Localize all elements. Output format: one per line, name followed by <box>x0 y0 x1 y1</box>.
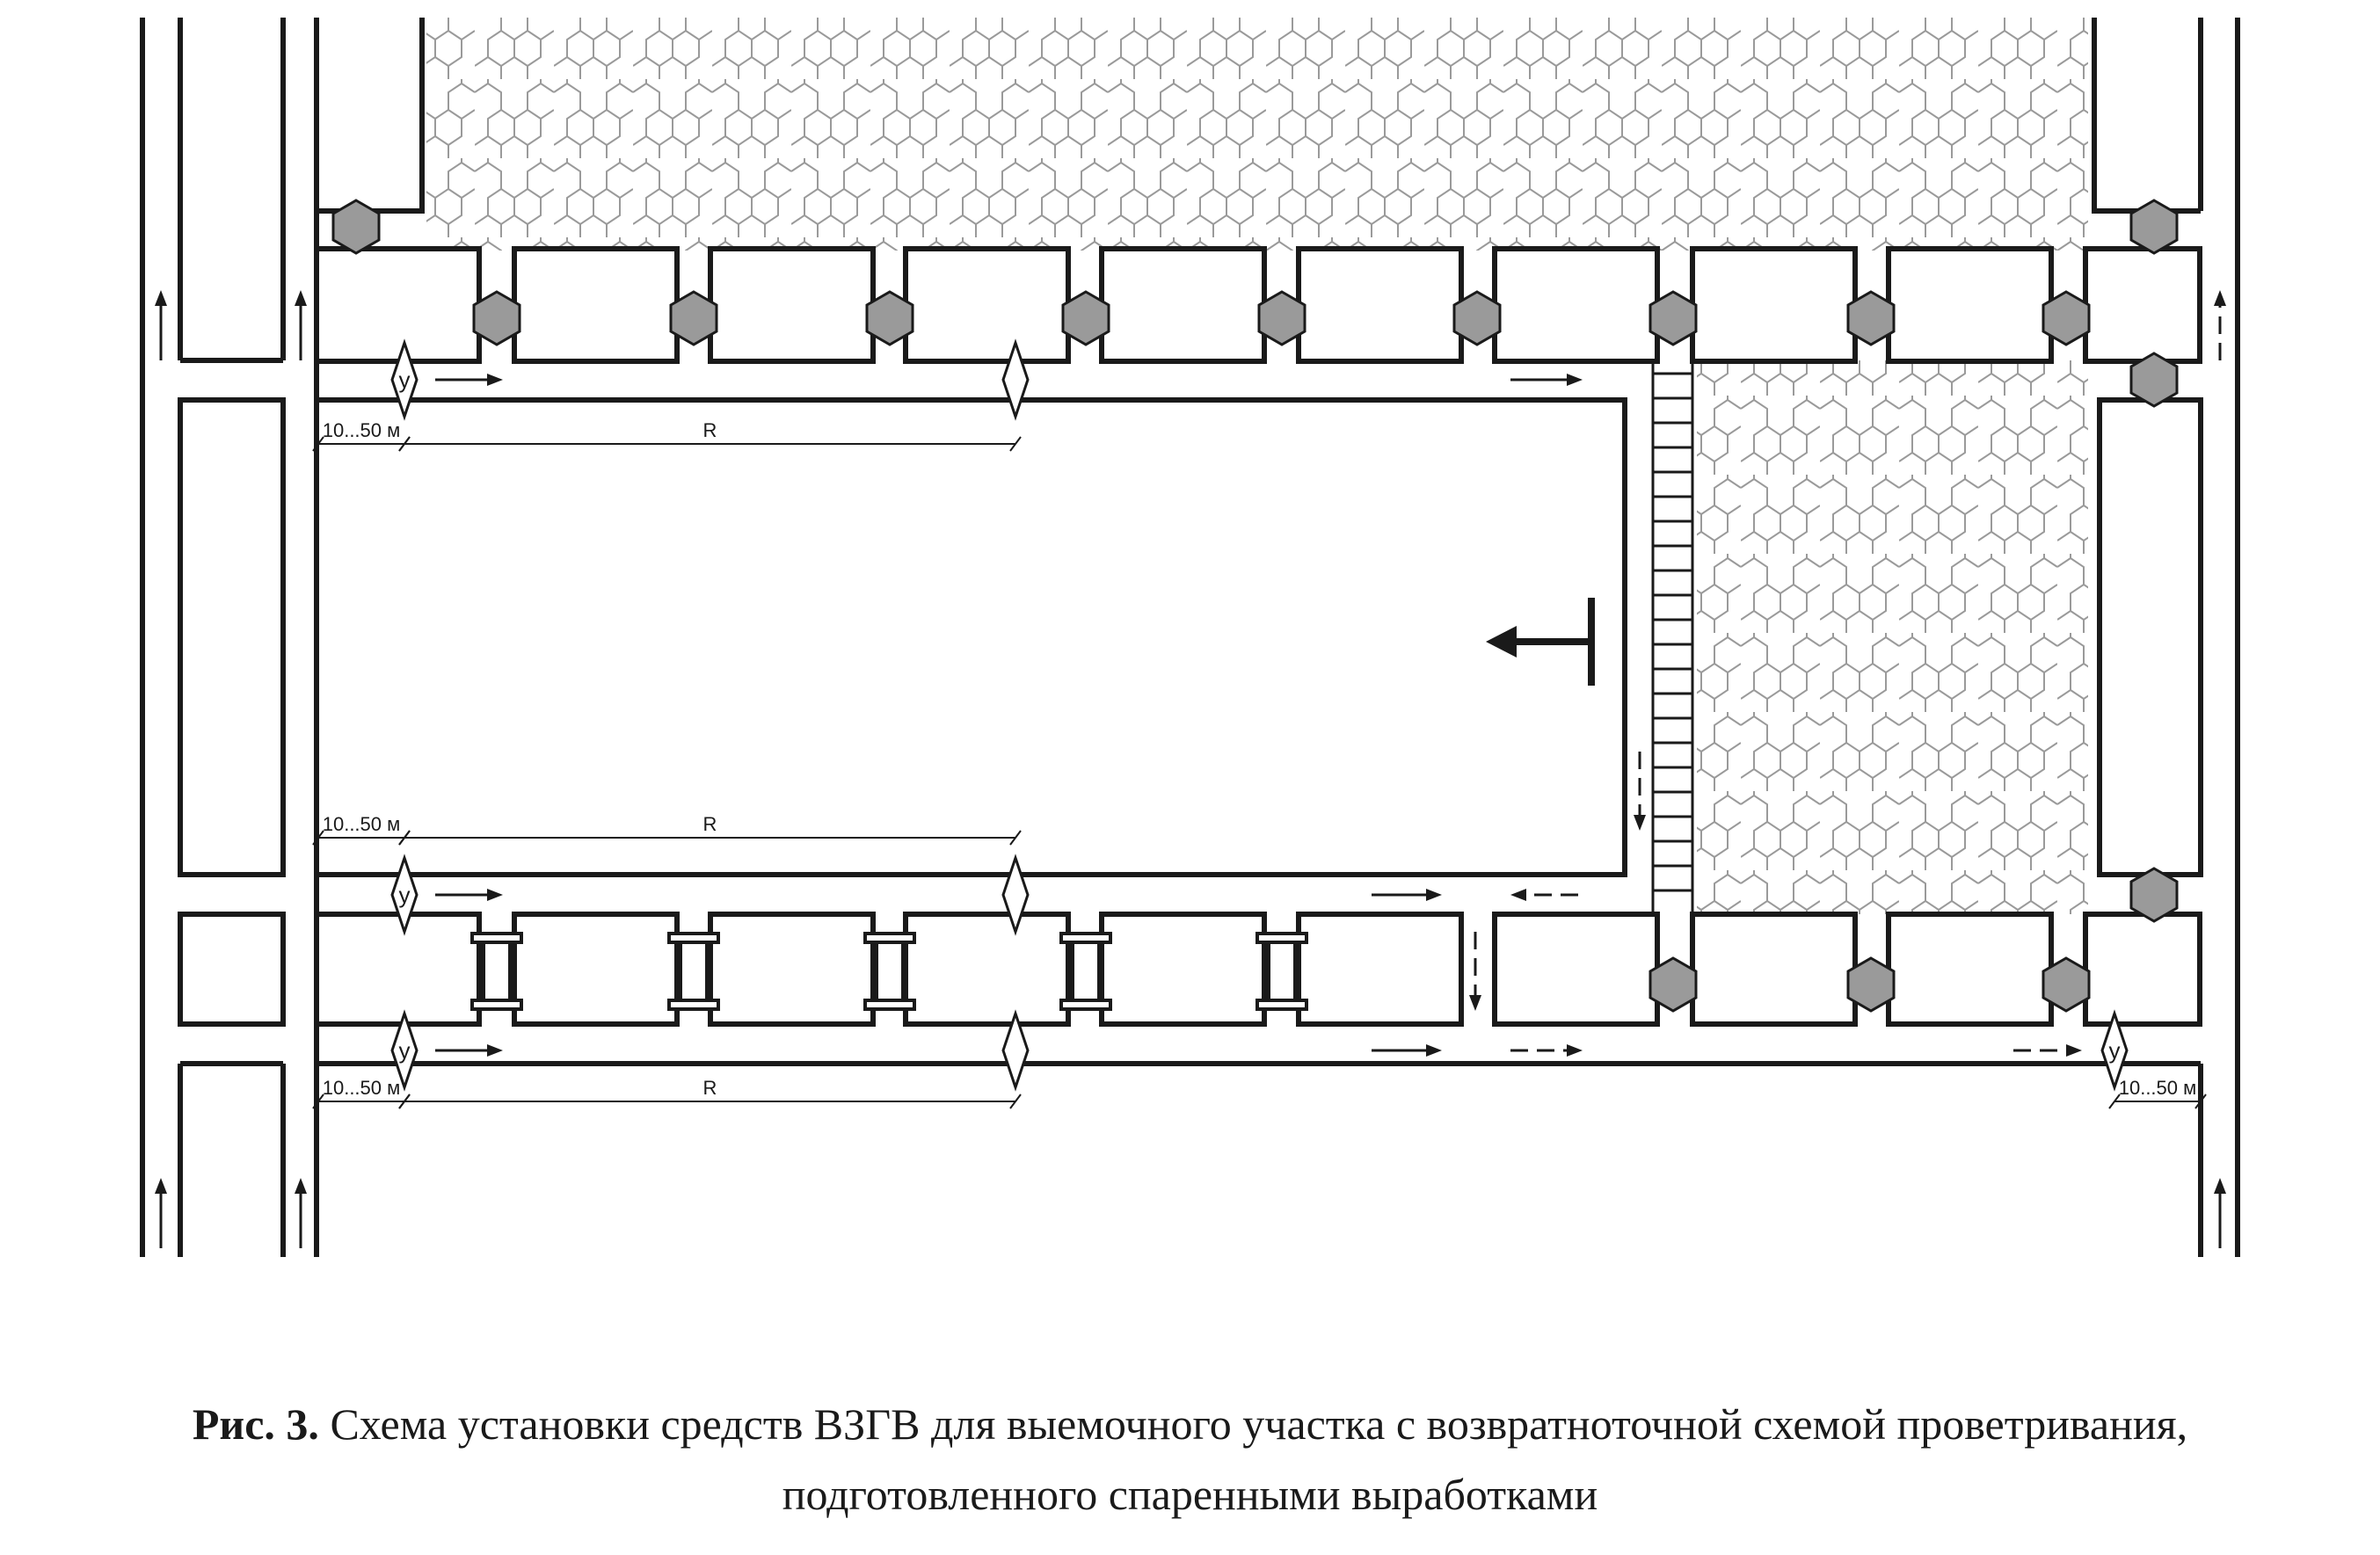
barrier-hexagon-icon <box>2043 292 2089 345</box>
right-pillar <box>2100 400 2201 875</box>
barrier-hexagon-icon <box>1848 292 1894 345</box>
airflow-arrow-icon <box>2214 290 2226 360</box>
barrier-hexagon-icon <box>2131 200 2177 253</box>
airflow-arrow-icon <box>435 1044 503 1057</box>
sensor-label: у <box>398 1037 411 1064</box>
airflow-arrow-icon <box>295 1178 307 1248</box>
airflow-arrow-icon <box>1510 374 1583 386</box>
caption-line-2: подготовленного спаренными выработками <box>782 1470 1598 1519</box>
figure-caption <box>0 1389 2380 1530</box>
airflow-arrow-icon <box>1372 889 1442 901</box>
barrier-hexagon-icon <box>1650 958 1696 1011</box>
barrier-hexagon-icon <box>1454 292 1500 345</box>
goaf-area-right <box>1697 360 2088 914</box>
airflow-arrow-icon <box>295 290 307 360</box>
barrier-hexagon-icon <box>1063 292 1109 345</box>
barrier-hexagon-icon <box>2131 353 2177 406</box>
airflow-arrow-icon <box>155 290 167 360</box>
airflow-arrow-icon <box>435 889 503 901</box>
airflow-arrow-icon <box>2013 1044 2082 1057</box>
ladder-track <box>1653 361 1692 914</box>
extraction-panel <box>317 400 1625 875</box>
sensor-diamond-icon <box>392 343 417 417</box>
barrier-hexagon-icon <box>671 292 717 345</box>
distance-label: 10...50 м <box>322 419 401 441</box>
airflow-arrow-icon <box>1469 932 1481 1011</box>
barrier-hexagon-icon <box>2043 958 2089 1011</box>
airflow-arrow-icon <box>1510 889 1578 901</box>
barrier-hexagon-icon <box>2131 868 2177 921</box>
sensor-label: у <box>398 882 411 908</box>
airflow-arrow-icon <box>1510 1044 1583 1057</box>
distance-label: R <box>702 419 717 441</box>
distance-label: 10...50 м <box>322 813 401 835</box>
sensor-label: у <box>2108 1037 2121 1064</box>
airflow-arrow-icon <box>155 1178 167 1248</box>
left-pillar-2 <box>180 914 283 1024</box>
sensor-diamond-icon <box>392 858 417 932</box>
barrier-hexagon-icon <box>333 200 379 253</box>
sensor-label: у <box>398 367 411 393</box>
goaf-area-top <box>426 18 2088 251</box>
sensor-diamond-icon <box>1003 343 1028 417</box>
fan-t-symbol <box>1486 598 1591 686</box>
distance-label: 10...50 м <box>2118 1077 2197 1099</box>
distance-label: R <box>702 1077 717 1099</box>
barrier-hexagon-icon <box>867 292 913 345</box>
sensor-diamond-icon <box>1003 858 1028 932</box>
airflow-arrow-icon <box>2214 1178 2226 1248</box>
barrier-hexagon-icon <box>1259 292 1305 345</box>
airflow-arrow-icon <box>435 374 503 386</box>
distance-label: 10...50 м <box>322 1077 401 1099</box>
barrier-hexagon-icon <box>1650 292 1696 345</box>
caption-line-1: Схема установки средств ВЗГВ для выемочного участка с возвратноточной схемой проветривания, <box>330 1399 2188 1449</box>
caption-prefix: Рис. 3. <box>192 1399 319 1449</box>
barrier-hexagon-icon <box>1848 958 1894 1011</box>
barrier-hexagon-icon <box>474 292 520 345</box>
left-pillar-1 <box>180 400 283 875</box>
airflow-arrow-icon <box>1634 752 1646 831</box>
airflow-arrow-icon <box>1372 1044 1442 1057</box>
distance-label: R <box>702 813 717 835</box>
